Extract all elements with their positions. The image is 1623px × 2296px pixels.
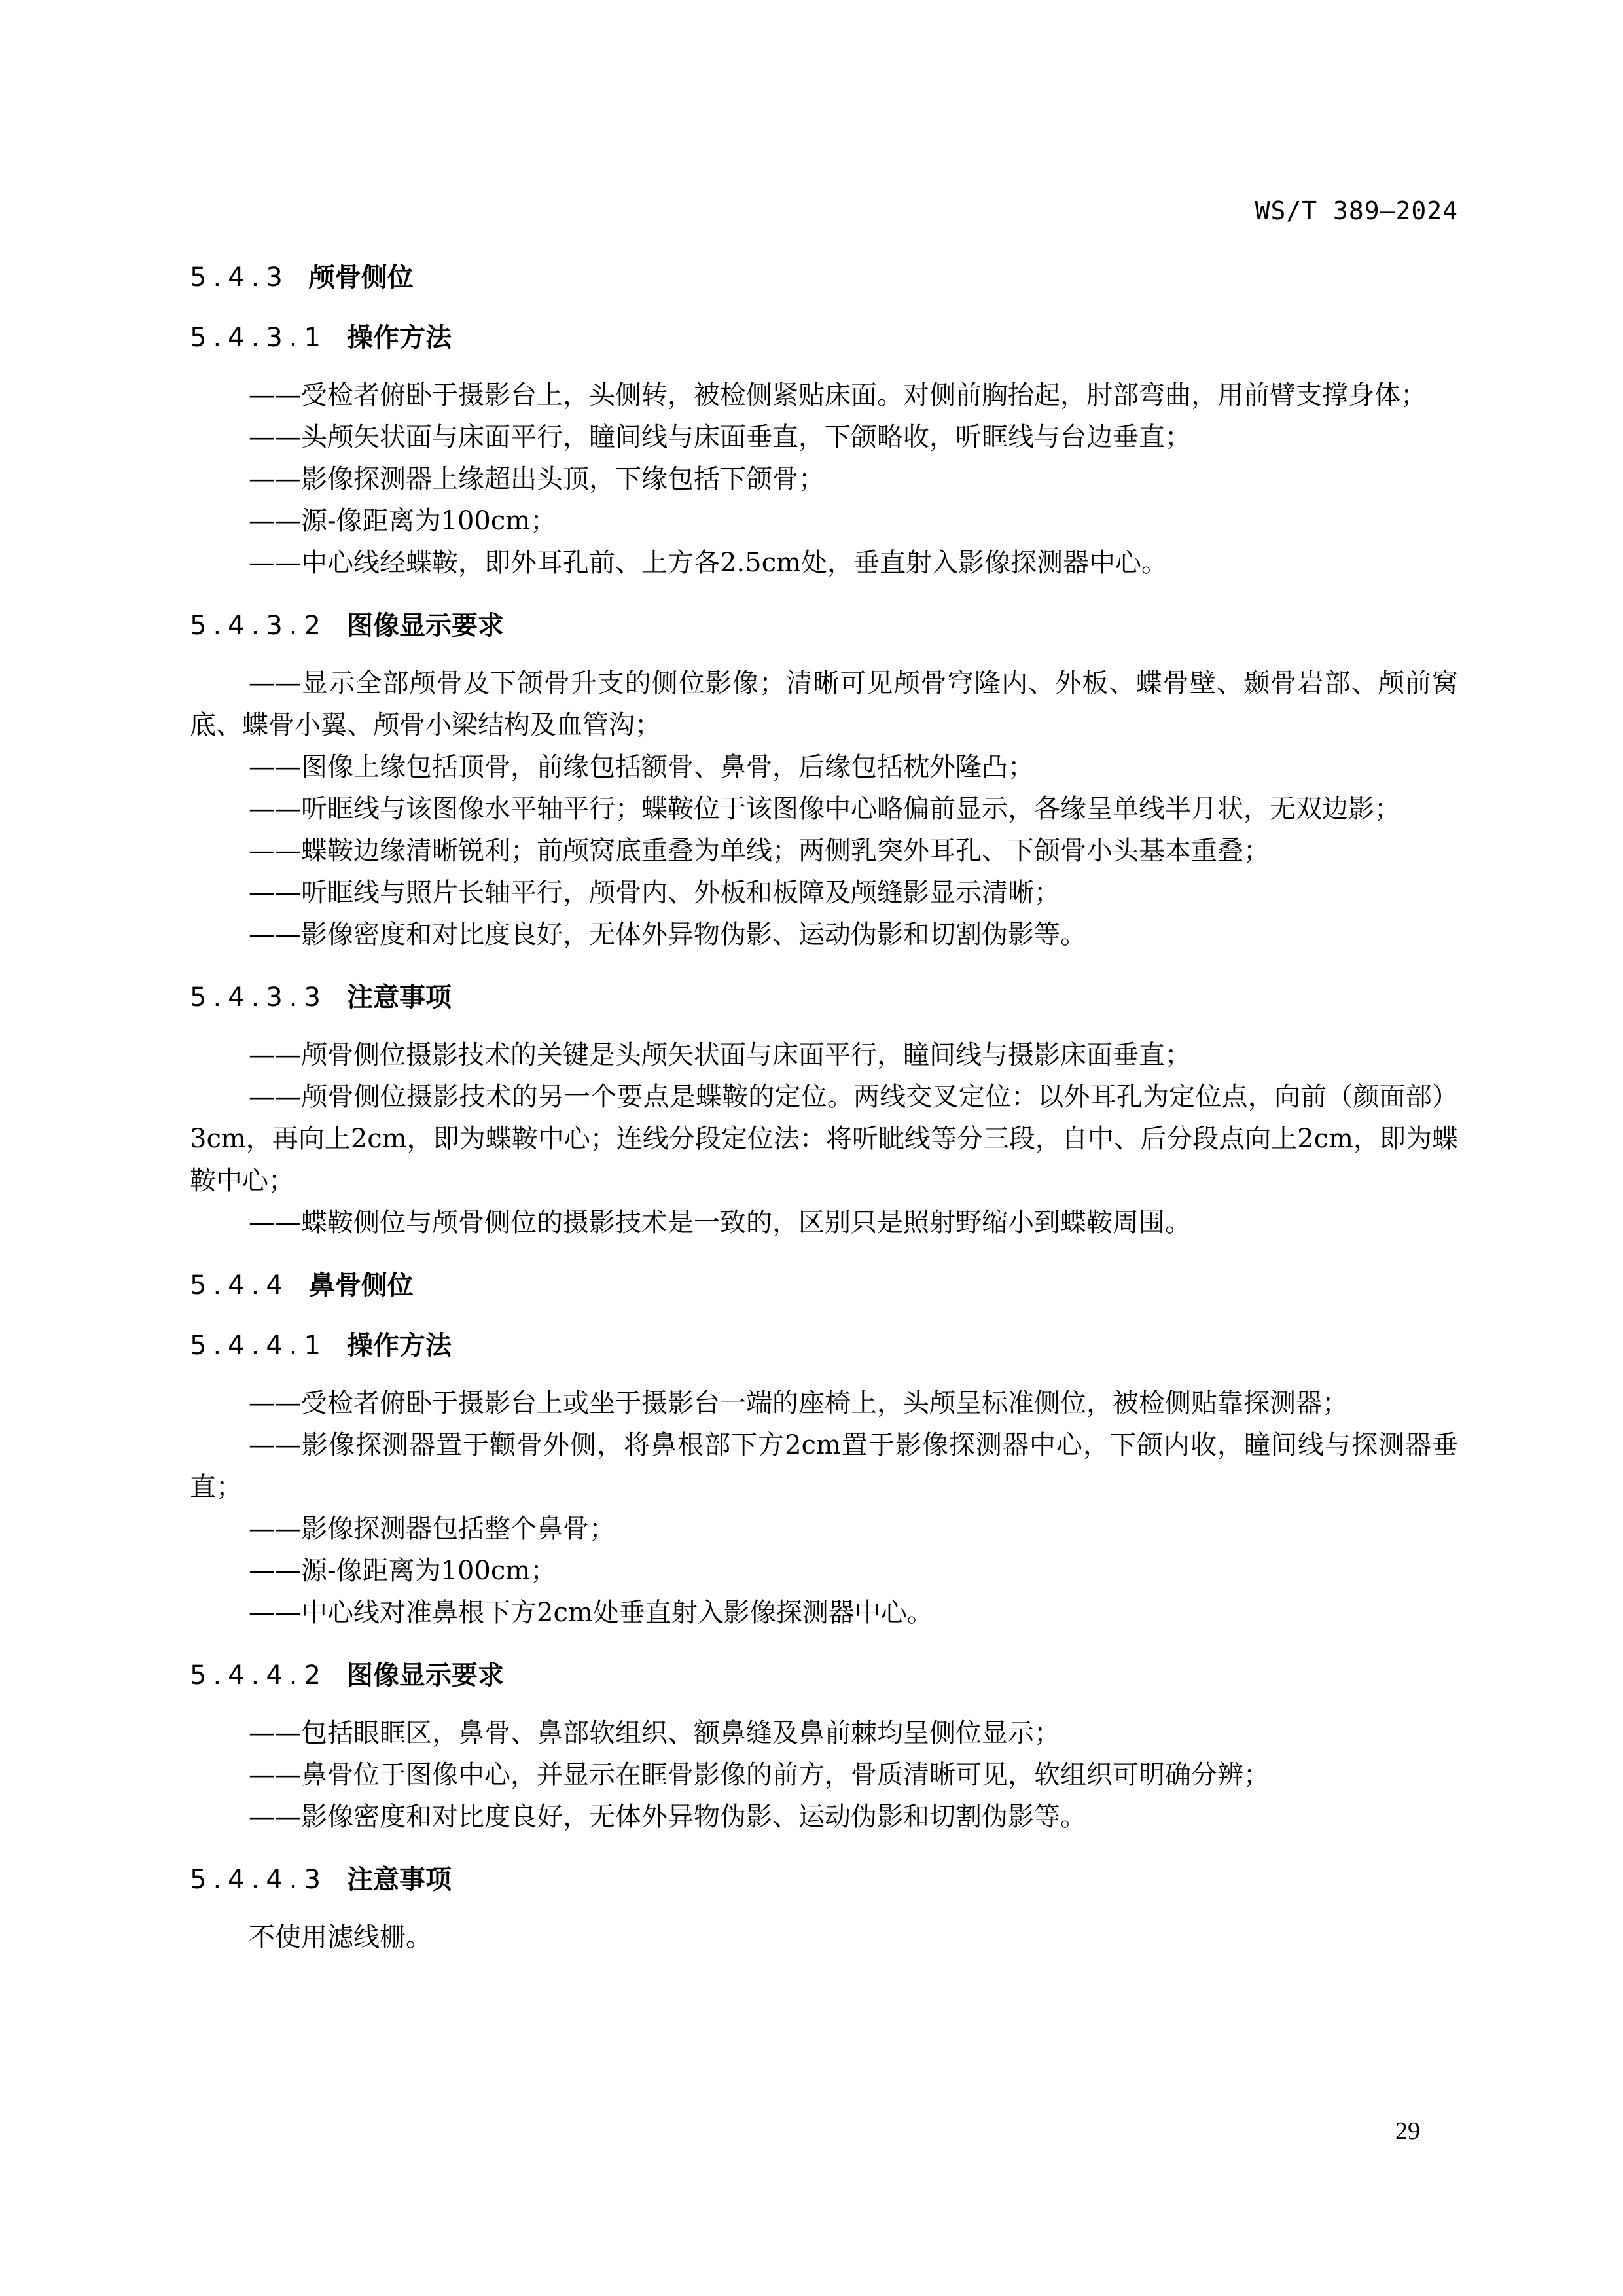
subsection-title: 注意事项	[346, 1865, 452, 1895]
subsection-title: 操作方法	[346, 323, 452, 353]
subsection-number: 5.4.4.2	[190, 1660, 327, 1691]
section-number: 5.4.3	[190, 262, 289, 293]
subsection-title: 注意事项	[346, 982, 452, 1013]
list-item: ——显示全部颅骨及下颌骨升支的侧位影像；清晰可见颅骨穹隆内、外板、蝶骨壁、颞骨岩部、颅前窝底、蝶骨小翼、颅骨小梁结构及血管沟；	[190, 668, 1458, 740]
subsection-number: 5.4.3.3	[190, 982, 327, 1013]
subsection-heading	[190, 607, 1458, 644]
subsection-heading	[190, 319, 1458, 356]
list-item: ——影像探测器置于颧骨外侧，将鼻根部下方2cm置于影像探测器中心，下颌内收，瞳间线与探测器垂直；	[190, 1430, 1458, 1502]
subsection-heading	[190, 1327, 1458, 1364]
list-item: ——蝶鞍边缘清晰锐利；前颅窝底重叠为单线；两侧乳突外耳孔、下颌骨小头基本重叠；	[249, 836, 1270, 866]
list-item: ——影像探测器上缘超出头顶，下缘包括下颌骨；	[249, 464, 825, 494]
section-heading	[190, 259, 1458, 296]
list-item: ——听眶线与该图像水平轴平行；蝶鞍位于该图像中心略偏前显示，各缘呈单线半月状，无双边影；	[249, 794, 1400, 824]
list-item: ——源-像距离为100cm；	[249, 506, 557, 536]
subsection-number: 5.4.4.1	[190, 1331, 327, 1361]
subsection-title: 操作方法	[346, 1331, 452, 1361]
list-item: ——影像探测器包括整个鼻骨；	[249, 1514, 615, 1544]
page-number: 29	[1395, 2117, 1420, 2145]
subsection-number: 5.4.4.3	[190, 1865, 327, 1895]
subsection-heading	[190, 1861, 1458, 1898]
section-5-4-3	[190, 259, 1458, 1267]
subsection-number: 5.4.3.2	[190, 611, 327, 641]
list-item: ——鼻骨位于图像中心，并显示在眶骨影像的前方，骨质清晰可见，软组织可明确分辨；	[249, 1760, 1270, 1790]
list-item: ——影像密度和对比度良好，无体外异物伪影、运动伪影和切割伪影等。	[249, 920, 1086, 950]
section-number: 5.4.4	[190, 1270, 289, 1300]
list-item: ——包括眼眶区，鼻骨、鼻部软组织、额鼻缝及鼻前棘均呈侧位显示；	[249, 1718, 1060, 1748]
list-item: ——颅骨侧位摄影技术的另一个要点是蝶鞍的定位。两线交叉定位：以外耳孔为定位点，向前（颜面部）3cm，再向上2cm，即为蝶鞍中心；连线分段定位法：将听眦线等分三段，自中、后分段点向上2cm，即为蝶鞍中心；	[190, 1082, 1458, 1196]
page-content	[190, 259, 1458, 1958]
list-item: ——蝶鞍侧位与颅骨侧位的摄影技术是一致的，区别只是照射野缩小到蝶鞍周围。	[249, 1208, 1191, 1238]
section-heading	[190, 1267, 1458, 1304]
list-item: ——中心线对准鼻根下方2cm处垂直射入影像探测器中心。	[249, 1598, 933, 1628]
list-item: ——颅骨侧位摄影技术的关键是头颅矢状面与床面平行，瞳间线与摄影床面垂直；	[249, 1040, 1191, 1070]
list-item: ——图像上缘包括顶骨，前缘包括额骨、鼻骨，后缘包括枕外隆凸；	[249, 752, 1034, 782]
list-item: ——源-像距离为100cm；	[249, 1556, 557, 1586]
list-item: ——中心线经蝶鞍，即外耳孔前、上方各2.5cm处，垂直射入影像探测器中心。	[249, 548, 1168, 578]
note-text: 不使用滤线栅。	[249, 1922, 432, 1952]
section-title: 颅骨侧位	[308, 262, 414, 293]
list-item: ——受检者俯卧于摄影台上或坐于摄影台一端的座椅上，头颅呈标准侧位，被检侧贴靠探测器；	[249, 1388, 1348, 1418]
list-item: ——头颅矢状面与床面平行，瞳间线与床面垂直，下颌略收，听眶线与台边垂直；	[249, 422, 1191, 452]
section-5-4-4	[190, 1267, 1458, 1958]
list-item: ——听眶线与照片长轴平行，颅骨内、外板和板障及颅缝影显示清晰；	[249, 878, 1060, 908]
list-item: ——影像密度和对比度良好，无体外异物伪影、运动伪影和切割伪影等。	[249, 1802, 1086, 1832]
subsection-number: 5.4.3.1	[190, 323, 327, 353]
subsection-heading	[190, 1657, 1458, 1694]
subsection-title: 图像显示要求	[346, 1660, 504, 1691]
list-item: ——受检者俯卧于摄影台上，头侧转，被检侧紧贴床面。对侧前胸抬起，肘部弯曲，用前臂支撑身体；	[249, 380, 1427, 410]
subsection-heading	[190, 979, 1458, 1016]
standard-code: WS/T 389—2024	[1255, 196, 1458, 225]
section-title: 鼻骨侧位	[308, 1270, 414, 1300]
subsection-title: 图像显示要求	[346, 611, 504, 641]
